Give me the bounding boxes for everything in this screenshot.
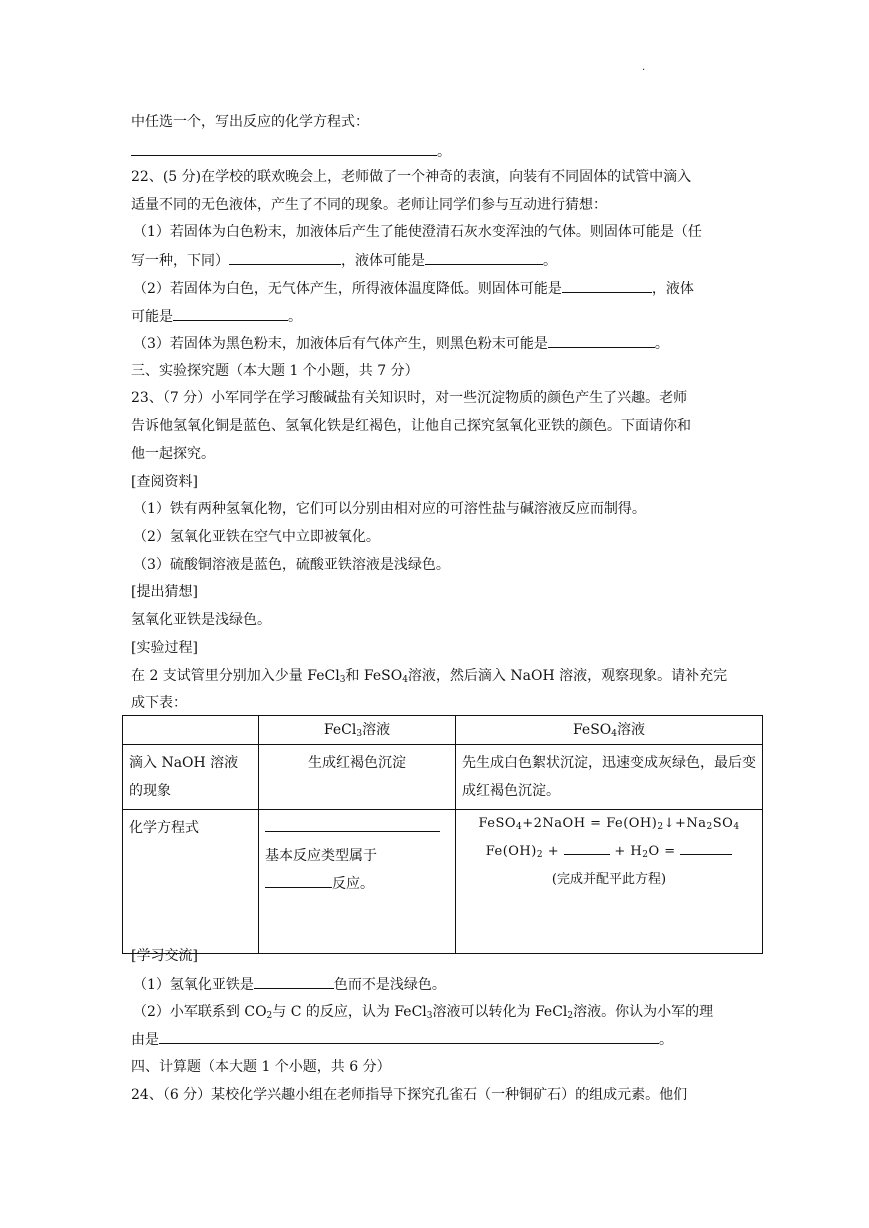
q23-study-heading: [学习交流] — [131, 948, 198, 964]
q23-process-line2: 成下表： — [131, 695, 187, 711]
q23-info-heading: [查阅资料] — [131, 474, 198, 490]
table-cell-equation-label: 化学方程式 — [123, 810, 259, 954]
table-row-phenomenon — [123, 745, 763, 810]
equation2-reactant-blank[interactable] — [564, 840, 610, 855]
q21-tail-text: 中任选一个，写出反应的化学方程式： — [131, 114, 369, 130]
q22-liquid-blank-2[interactable] — [173, 306, 288, 321]
reason-blank[interactable] — [159, 1029, 659, 1044]
q22-solid-blank-1[interactable] — [229, 250, 341, 265]
table-header-empty — [123, 716, 259, 745]
q22-part2-line2: 可能是 。 — [131, 306, 302, 327]
table-cell-phenomenon-label: 滴入 NaOH 溶液的现象 — [123, 745, 259, 810]
table-cell-feso4-phenomenon: 先生成白色絮状沉淀，迅速变成灰绿色，最后变成红褐色沉淀。 — [456, 745, 763, 810]
q22-black-powder-blank[interactable] — [548, 333, 655, 348]
q24-intro-1: 24、（6 分）某校化学兴趣小组在老师指导下探究孔雀石（一种铜矿石）的组成元素。他们 — [131, 1087, 688, 1103]
section-4-heading: 四、计算题（本大题 1 个小题，共 6 分） — [131, 1059, 391, 1075]
table-header-row — [123, 716, 763, 745]
table-cell-fecl3-equation: 基本反应类型属于 反应。 — [259, 810, 456, 954]
q22-intro-2: 适量不同的无色液体，产生了不同的现象。老师让同学们参与互动进行猜想： — [131, 197, 607, 213]
q23-info-3: （3）硫酸铜溶液是蓝色，硫酸亚铁溶液是浅绿色。 — [133, 557, 450, 573]
feso4-equation-note: (完成并配平此方程) — [551, 872, 667, 887]
q22-part3: （3）若固体为黑色粉末，加液体后有气体产生，则黑色粉末可能是 。 — [133, 333, 669, 354]
equation2-product-blank[interactable] — [680, 840, 732, 855]
section-3-heading: 三、实验探究题（本大题 1 个小题，共 7 分） — [131, 363, 419, 379]
table-cell-fecl3-phenomenon: 生成红褐色沉淀 — [259, 745, 456, 810]
q23-guess-heading: [提出猜想] — [131, 584, 198, 600]
q22-part2-line1: （2）若固体为白色，无气体产生，所得液体温度降低。则固体可能是 ，液体 — [133, 278, 694, 299]
q23-intro-2: 告诉他氢氧化铜是蓝色、氢氧化铁是红褐色，让他自己探究氢氧化亚铁的颜色。下面请你和 — [131, 418, 691, 434]
header-dot: . — [642, 62, 646, 73]
q23-study-2-line2: 由是 。 — [131, 1029, 673, 1050]
feso4-equation-2: $Fe(OH)_2$ + + $H_2O$ = — [456, 838, 762, 866]
fe-oh2-color-blank[interactable] — [254, 974, 334, 989]
q23-study-1: （1）氢氧化亚铁是 色而不是浅绿色。 — [133, 974, 446, 995]
q23-info-1: （1）铁有两种氢氧化物，它们可以分别由相对应的可溶性盐与碱溶液反应而制得。 — [133, 501, 646, 517]
q23-study-2-line1: （2）小军联系到 $CO_2$与 C 的反应，认为 FeCl$_3$溶液可以转化为 FeCl$_2$溶液。你认为小军的理 — [133, 1004, 714, 1021]
q23-process-line1: 在 2 支试管里分别加入少量 FeCl$_3$和 FeSO$_4$溶液，然后滴入 NaOH 溶液，观察现象。请补充完 — [131, 668, 728, 685]
table-header-fecl3: FeCl$_3$溶液 — [259, 716, 456, 745]
experiment-table — [122, 715, 763, 954]
q23-process-heading: [实验过程] — [131, 640, 198, 656]
q22-intro-1: 22、(5 分)在学校的联欢晚会上，老师做了一个神奇的表演，向装有不同固体的试管中滴入 — [131, 169, 692, 185]
q21-answer-line: 。 — [131, 141, 451, 162]
q23-intro-3: 他一起探究。 — [131, 446, 215, 462]
reaction-type-blank[interactable] — [265, 873, 332, 888]
fecl3-equation-blank[interactable] — [265, 817, 440, 832]
table-row-equation — [123, 810, 763, 954]
q22-part1-line2: 写一种，下同） ，液体可能是 。 — [131, 250, 557, 271]
table-cell-feso4-equation — [456, 810, 763, 954]
q22-liquid-blank-1[interactable] — [425, 250, 543, 265]
feso4-equation-1: FeSO$_4$+2NaOH = $Fe(OH)_2↓+Na_2SO_4$ — [478, 816, 740, 832]
q23-info-2: （2）氢氧化亚铁在空气中立即被氧化。 — [133, 529, 380, 545]
q23-guess: 氢氧化亚铁是浅绿色。 — [131, 612, 271, 628]
q22-part1-line1: （1）若固体为白色粉末，加液体后产生了能使澄清石灰水变浑浊的气体。则固体可能是（任 — [133, 224, 702, 240]
q23-intro-1: 23、（7 分）小军同学在学习酸碱盐有关知识时，对一些沉淀物质的颜色产生了兴趣。老师 — [131, 390, 688, 406]
table-header-feso4: FeSO$_4$溶液 — [456, 716, 763, 745]
q22-solid-blank-2[interactable] — [562, 278, 652, 293]
q21-answer-blank[interactable] — [131, 141, 437, 156]
